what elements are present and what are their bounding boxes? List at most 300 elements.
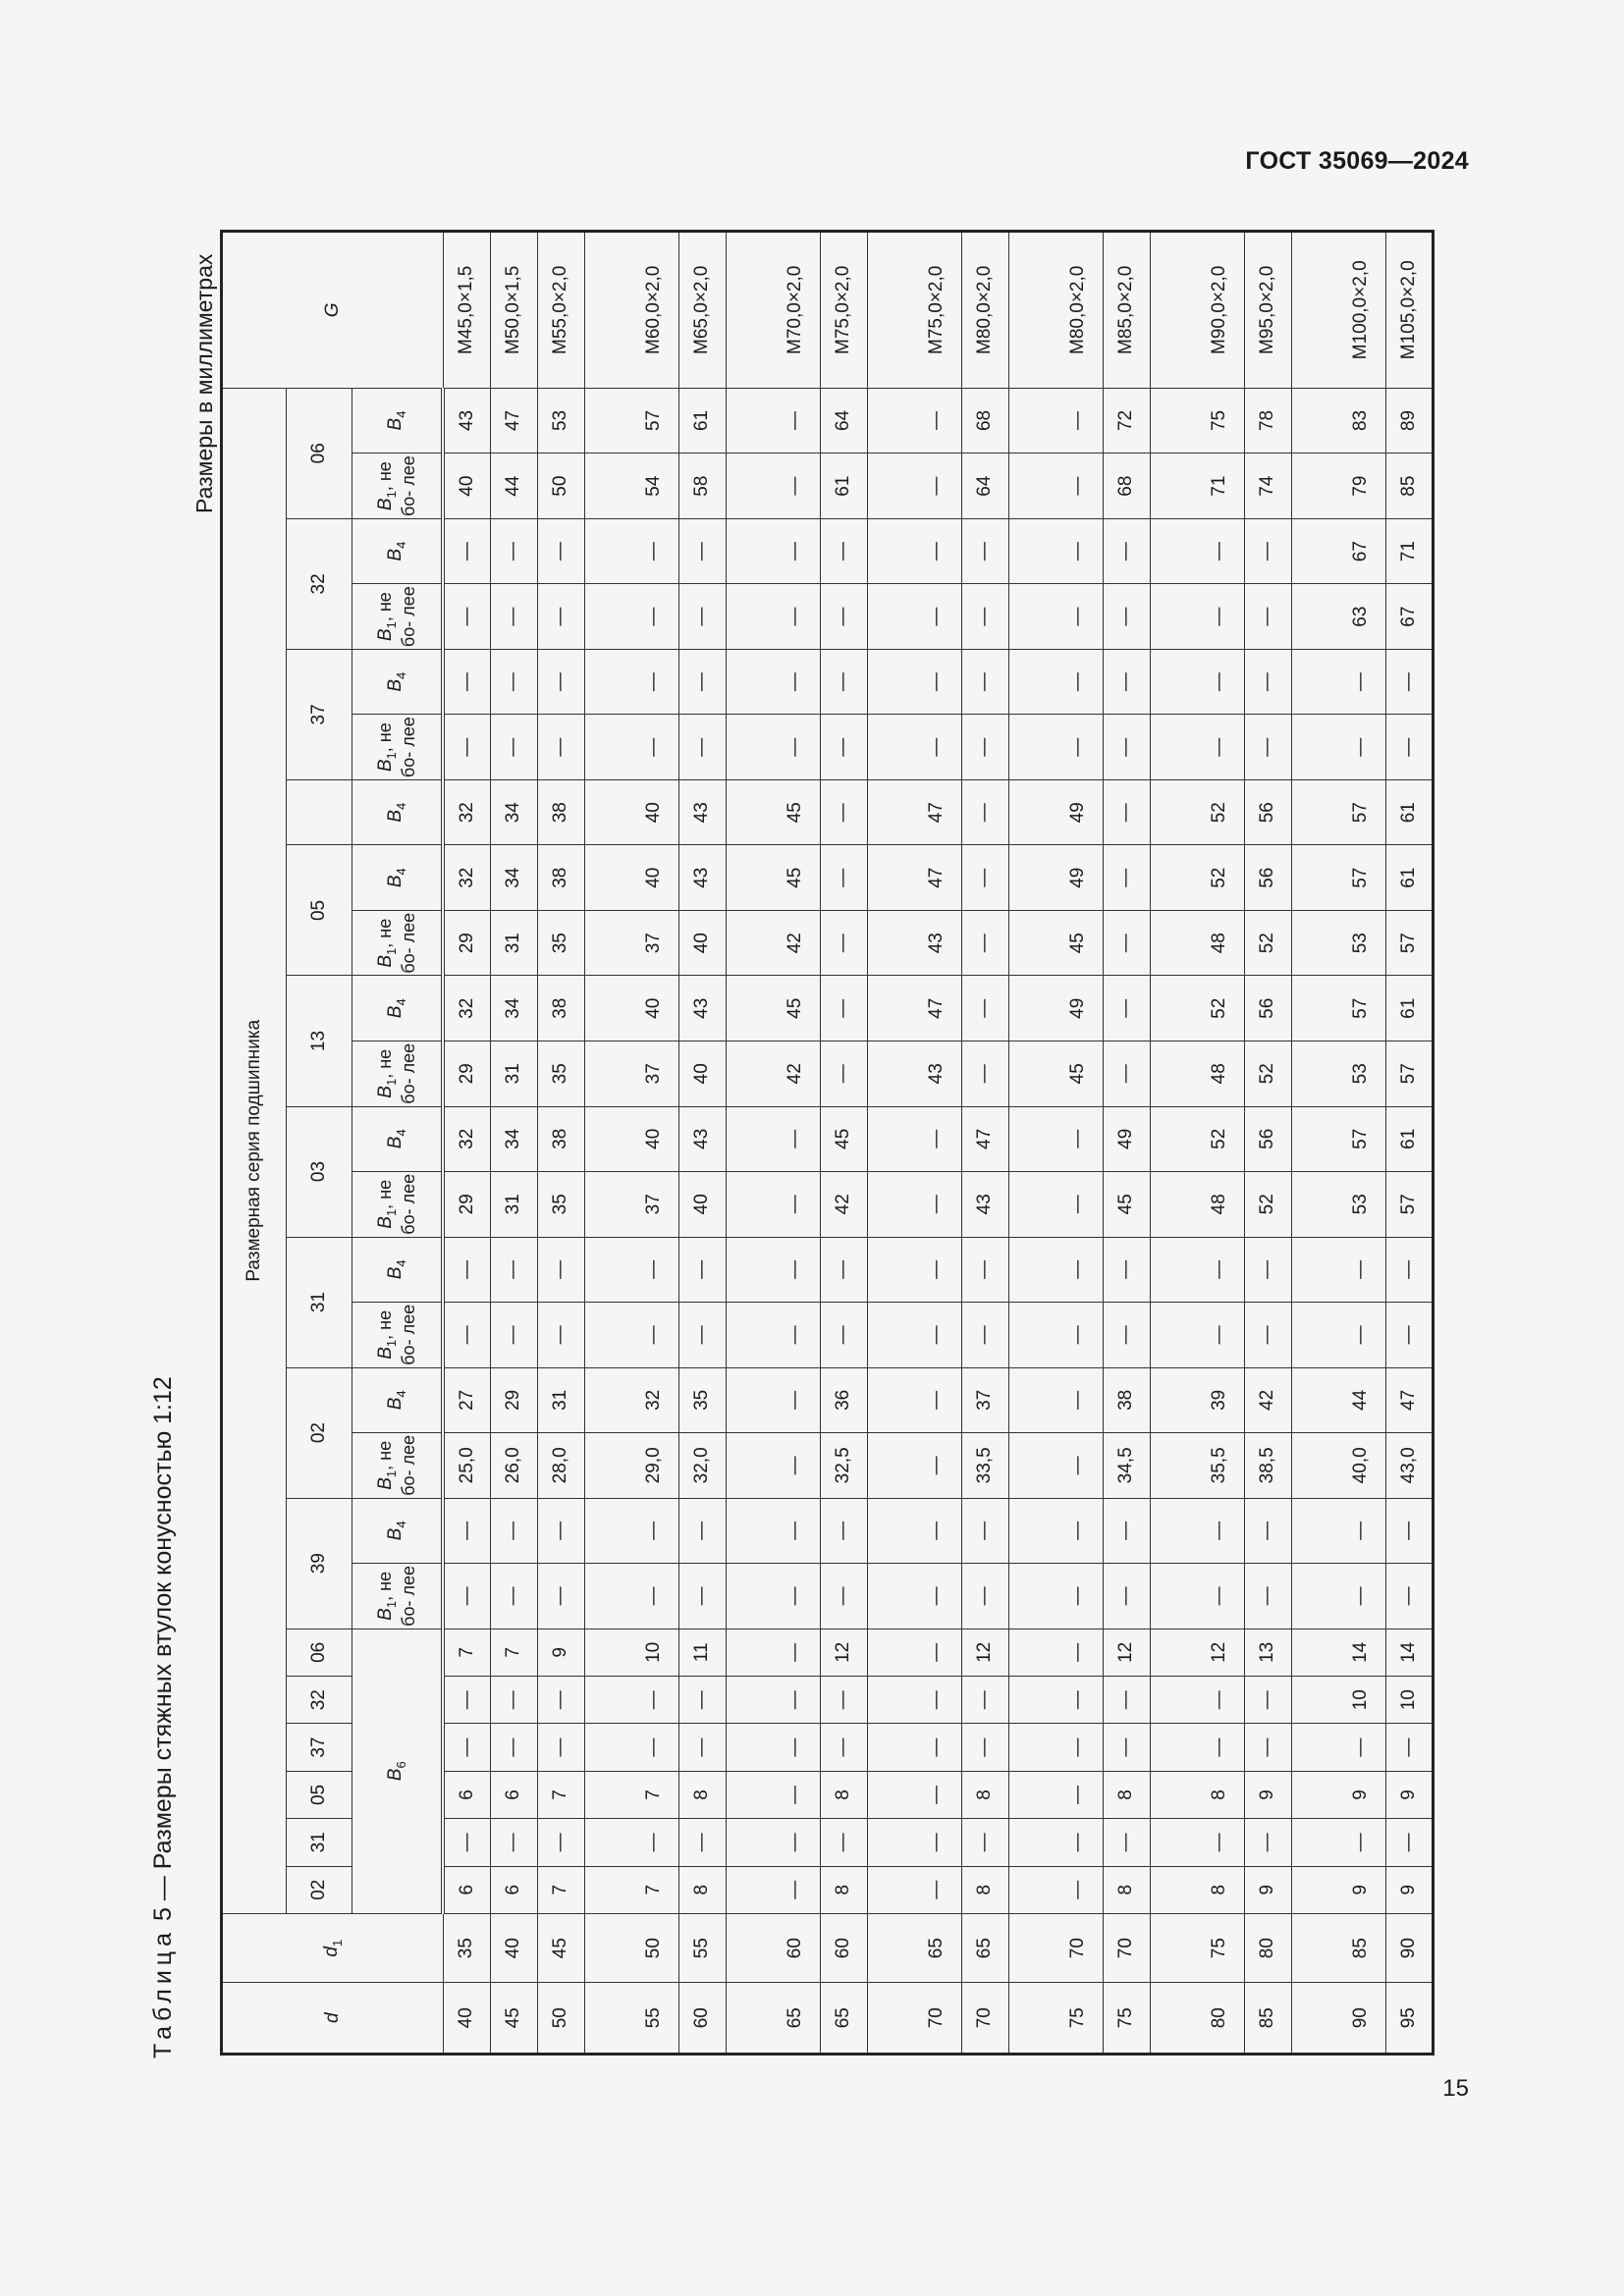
cell-value: —: [820, 1237, 867, 1303]
cell-value: —: [1103, 1564, 1150, 1629]
cell-value: 45: [820, 1106, 867, 1172]
cell-value: —: [1008, 649, 1103, 715]
cell-g: M50,0×1,5: [490, 232, 537, 389]
cell-value: —: [1103, 779, 1150, 845]
cell-value: 47: [961, 1106, 1008, 1172]
cell-value: —: [1103, 715, 1150, 780]
cell-value: 43: [867, 1041, 961, 1107]
cell-b6: —: [1008, 1866, 1103, 1913]
table-row: [1244, 232, 1291, 2055]
cell-value: —: [1008, 388, 1103, 454]
cell-value: —: [820, 518, 867, 584]
cell-value: —: [537, 1564, 584, 1629]
cell-value: 25,0: [443, 1433, 490, 1499]
pair-series-header: 05: [287, 845, 352, 976]
table-container: [220, 230, 1424, 2056]
cell-value: 53: [1291, 1172, 1385, 1238]
cell-b6: 8: [820, 1866, 867, 1913]
cell-value: —: [1291, 1237, 1385, 1303]
cell-value: —: [1008, 518, 1103, 584]
cell-value: —: [1008, 715, 1103, 780]
cell-value: 40: [678, 1041, 726, 1107]
cell-value: —: [443, 1303, 490, 1368]
cell-value: —: [678, 649, 726, 715]
cell-value: —: [1244, 1564, 1291, 1629]
cell-b6: —: [678, 1819, 726, 1866]
cell-value: —: [1244, 584, 1291, 650]
cell-value: —: [1385, 1498, 1433, 1564]
cell-value: 53: [537, 388, 584, 454]
b4-header: $B_4$: [352, 1498, 444, 1564]
cell-value: —: [490, 518, 537, 584]
cell-value: —: [678, 584, 726, 650]
pair-series-header: 31: [287, 1237, 352, 1367]
table-row: [584, 232, 678, 2055]
cell-value: 35: [537, 910, 584, 976]
cell-value: 38,5: [1244, 1433, 1291, 1499]
cell-b6: —: [443, 1724, 490, 1771]
cell-value: 35: [678, 1367, 726, 1433]
b4-header: $B_4$: [352, 845, 444, 911]
cell-b6: 9: [1291, 1771, 1385, 1818]
cell-value: —: [490, 1237, 537, 1303]
cell-value: —: [678, 1498, 726, 1564]
cell-value: —: [678, 1564, 726, 1629]
pair-series-header: 39: [287, 1498, 352, 1629]
cell-b6: —: [443, 1819, 490, 1866]
cell-value: 56: [1244, 1106, 1291, 1172]
cell-value: 61: [678, 388, 726, 454]
cell-value: 40: [678, 1172, 726, 1238]
cell-value: 53: [1291, 910, 1385, 976]
cell-d1: 50: [584, 1913, 678, 1983]
cell-value: 50: [537, 454, 584, 519]
cell-value: 39: [1150, 1367, 1244, 1433]
cell-value: 31: [490, 1172, 537, 1238]
cell-d1: 45: [537, 1913, 584, 1983]
cell-value: —: [1008, 1172, 1103, 1238]
units-note: Размеры в миллиметрах: [191, 253, 217, 513]
cell-value: —: [537, 715, 584, 780]
cell-value: 36: [820, 1367, 867, 1433]
cell-value: —: [1008, 1433, 1103, 1499]
header-d1: $d_1$: [222, 1913, 444, 1983]
cell-b6: —: [1291, 1819, 1385, 1866]
table-row: [820, 232, 867, 2055]
cell-b6: —: [820, 1819, 867, 1866]
cell-value: —: [1385, 1564, 1433, 1629]
cell-value: 57: [1291, 1106, 1385, 1172]
cell-b6: —: [537, 1724, 584, 1771]
cell-value: 52: [1150, 779, 1244, 845]
cell-value: —: [1150, 1564, 1244, 1629]
cell-value: —: [867, 1564, 961, 1629]
cell-value: —: [443, 715, 490, 780]
cell-value: 57: [1385, 910, 1433, 976]
cell-value: —: [1008, 1564, 1103, 1629]
cell-b6: —: [961, 1677, 1008, 1724]
b4-header: $B_4$: [352, 779, 444, 845]
page-number: 15: [1442, 2075, 1469, 2102]
cell-value: 57: [1291, 976, 1385, 1041]
cell-b6: —: [1291, 1724, 1385, 1771]
cell-b6: —: [490, 1677, 537, 1724]
cell-value: 78: [1244, 388, 1291, 454]
cell-value: —: [961, 1564, 1008, 1629]
cell-b6: 12: [961, 1629, 1008, 1676]
cell-value: 38: [537, 779, 584, 845]
table-row: [726, 232, 820, 2055]
cell-b6: —: [961, 1819, 1008, 1866]
cell-b6: 9: [1244, 1866, 1291, 1913]
cell-value: 47: [867, 779, 961, 845]
cell-value: 40: [584, 779, 678, 845]
cell-value: 42: [726, 1041, 820, 1107]
cell-value: 32: [443, 845, 490, 911]
pair-series-header: 02: [287, 1367, 352, 1498]
cell-value: 34: [490, 779, 537, 845]
cell-b6: —: [1385, 1724, 1433, 1771]
cell-value: —: [726, 1106, 820, 1172]
cell-value: —: [1244, 518, 1291, 584]
cell-g: M80,0×2,0: [961, 232, 1008, 389]
cell-b6: 6: [443, 1866, 490, 1913]
cell-d1: 60: [726, 1913, 820, 1983]
bushing-dimensions-table: [220, 230, 1435, 2056]
cell-b6: —: [726, 1866, 820, 1913]
cell-value: 32: [443, 976, 490, 1041]
cell-value: —: [443, 584, 490, 650]
cell-b6: 10: [584, 1629, 678, 1676]
cell-g: M75,0×2,0: [820, 232, 867, 389]
cell-value: 32,0: [678, 1433, 726, 1499]
cell-value: —: [1150, 1303, 1244, 1368]
cell-value: —: [820, 779, 867, 845]
cell-b6: —: [443, 1677, 490, 1724]
b4-header: $B_4$: [352, 518, 444, 584]
cell-value: —: [820, 976, 867, 1041]
cell-value: —: [867, 1237, 961, 1303]
cell-value: —: [584, 1303, 678, 1368]
cell-value: 49: [1008, 845, 1103, 911]
cell-value: 67: [1291, 518, 1385, 584]
cell-value: —: [1008, 1303, 1103, 1368]
cell-b6: 7: [537, 1771, 584, 1818]
cell-value: —: [726, 1367, 820, 1433]
cell-b6: —: [1150, 1819, 1244, 1866]
cell-b6: —: [726, 1629, 820, 1676]
cell-b6: —: [726, 1724, 820, 1771]
cell-value: 45: [1008, 1041, 1103, 1107]
cell-b6: —: [678, 1677, 726, 1724]
header-bearing-series-group: Размерная серия подшипника: [222, 388, 287, 1913]
cell-value: —: [443, 1564, 490, 1629]
cell-value: 48: [1150, 1041, 1244, 1107]
cell-value: —: [1008, 1237, 1103, 1303]
b4-header: $B_4$: [352, 976, 444, 1041]
cell-value: 53: [1291, 1041, 1385, 1107]
cell-value: 40: [678, 910, 726, 976]
cell-value: 48: [1150, 910, 1244, 976]
cell-value: 45: [1008, 910, 1103, 976]
cell-value: 35: [537, 1041, 584, 1107]
cell-d1: 60: [820, 1913, 867, 1983]
b1-header: $B_1$, не бо- лее: [352, 1041, 444, 1107]
cell-value: 38: [537, 976, 584, 1041]
cell-value: —: [1008, 1367, 1103, 1433]
document-standard-header: ГОСТ 35069—2024: [1245, 147, 1469, 175]
cell-value: —: [1103, 1041, 1150, 1107]
cell-value: —: [537, 1498, 584, 1564]
table-row: [490, 232, 537, 2055]
cell-value: 33,5: [961, 1433, 1008, 1499]
cell-d: 40: [443, 1983, 490, 2055]
table-body: [443, 232, 1433, 2055]
cell-value: —: [443, 1237, 490, 1303]
cell-d1: 65: [867, 1913, 961, 1983]
cell-value: 56: [1244, 976, 1291, 1041]
cell-value: 89: [1385, 388, 1433, 454]
cell-b6: —: [1150, 1677, 1244, 1724]
rotated-table-frame: [220, 230, 1424, 2056]
cell-value: —: [1150, 715, 1244, 780]
cell-d: 95: [1385, 1983, 1433, 2055]
cell-value: 57: [1291, 845, 1385, 911]
cell-value: —: [1291, 1498, 1385, 1564]
cell-value: 47: [867, 976, 961, 1041]
cell-value: 52: [1244, 1172, 1291, 1238]
cell-value: —: [867, 1303, 961, 1368]
cell-value: —: [867, 715, 961, 780]
cell-value: 29,0: [584, 1433, 678, 1499]
cell-value: 42: [820, 1172, 867, 1238]
cell-value: —: [820, 1041, 867, 1107]
cell-value: 43: [443, 388, 490, 454]
cell-value: 38: [537, 845, 584, 911]
caption-number: 5: [149, 1907, 177, 1922]
cell-b6: —: [1008, 1819, 1103, 1866]
cell-value: 40: [584, 976, 678, 1041]
cell-value: —: [961, 649, 1008, 715]
cell-value: 57: [1385, 1172, 1433, 1238]
cell-b6: —: [1008, 1724, 1103, 1771]
cell-d: 65: [726, 1983, 820, 2055]
series-header-row: [287, 232, 352, 2055]
cell-value: 85: [1385, 454, 1433, 519]
cell-value: —: [726, 388, 820, 454]
cell-value: —: [537, 518, 584, 584]
cell-value: —: [1244, 1237, 1291, 1303]
cell-g: M95,0×2,0: [1244, 232, 1291, 389]
cell-value: —: [1291, 1564, 1385, 1629]
cell-value: —: [961, 1498, 1008, 1564]
cell-value: —: [1385, 1303, 1433, 1368]
cell-value: 48: [1150, 1172, 1244, 1238]
cell-value: 40: [443, 454, 490, 519]
cell-value: 37: [584, 1041, 678, 1107]
cell-value: —: [443, 1498, 490, 1564]
cell-b6: 7: [537, 1866, 584, 1913]
pair-series-header: [287, 779, 352, 845]
cell-value: 43: [867, 910, 961, 976]
cell-b6: 9: [1291, 1866, 1385, 1913]
cell-b6: —: [1103, 1724, 1150, 1771]
b1-header: $B_1$, не бо- лее: [352, 715, 444, 780]
b4-header: $B_4$: [352, 1367, 444, 1433]
cell-value: 47: [490, 388, 537, 454]
cell-value: 71: [1150, 454, 1244, 519]
cell-b6: 8: [678, 1866, 726, 1913]
cell-value: —: [961, 584, 1008, 650]
cell-value: 58: [678, 454, 726, 519]
cell-value: —: [820, 584, 867, 650]
cell-value: —: [1291, 1303, 1385, 1368]
cell-value: 29: [443, 910, 490, 976]
cell-value: —: [1150, 1237, 1244, 1303]
cell-value: 61: [1385, 845, 1433, 911]
cell-value: —: [1103, 976, 1150, 1041]
cell-b6: 7: [584, 1866, 678, 1913]
cell-value: 32: [443, 1106, 490, 1172]
cell-value: 42: [1244, 1367, 1291, 1433]
cell-value: —: [867, 1367, 961, 1433]
cell-value: 26,0: [490, 1433, 537, 1499]
cell-b6: —: [678, 1724, 726, 1771]
cell-b6: 12: [820, 1629, 867, 1676]
cell-d: 75: [1008, 1983, 1103, 2055]
cell-b6: 7: [490, 1629, 537, 1676]
table-row: [1150, 232, 1244, 2055]
b4-header: $B_4$: [352, 1237, 444, 1303]
cell-b6: 8: [820, 1771, 867, 1818]
cell-value: 61: [1385, 976, 1433, 1041]
cell-b6: —: [867, 1724, 961, 1771]
cell-value: 45: [726, 976, 820, 1041]
cell-value: —: [584, 715, 678, 780]
cell-value: —: [961, 1041, 1008, 1107]
b1-header: $B_1$, не бо- лее: [352, 454, 444, 519]
cell-value: 63: [1291, 584, 1385, 650]
cell-value: 61: [1385, 779, 1433, 845]
cell-value: 37: [584, 910, 678, 976]
cell-value: —: [726, 1172, 820, 1238]
cell-value: 43: [678, 779, 726, 845]
cell-value: —: [961, 779, 1008, 845]
pair-series-header: 37: [287, 649, 352, 779]
b4-header: $B_4$: [352, 388, 444, 454]
cell-value: —: [867, 454, 961, 519]
cell-value: —: [726, 584, 820, 650]
cell-b6: 9: [537, 1629, 584, 1676]
cell-value: 47: [867, 845, 961, 911]
cell-value: 52: [1150, 1106, 1244, 1172]
subheader-row: [352, 232, 444, 2055]
cell-value: —: [537, 584, 584, 650]
cell-value: —: [867, 649, 961, 715]
cell-g: M65,0×2,0: [678, 232, 726, 389]
cell-g: M100,0×2,0: [1291, 232, 1385, 389]
cell-value: 32: [584, 1367, 678, 1433]
cell-d1: 85: [1291, 1913, 1385, 1983]
table-row: [678, 232, 726, 2055]
header-g: G: [222, 232, 444, 389]
cell-value: —: [820, 1498, 867, 1564]
cell-value: 61: [820, 454, 867, 519]
cell-b6: —: [726, 1771, 820, 1818]
cell-b6: —: [1244, 1819, 1291, 1866]
cell-g: M90,0×2,0: [1150, 232, 1244, 389]
cell-b6: 12: [1150, 1629, 1244, 1676]
cell-b6: 9: [1385, 1866, 1433, 1913]
cell-value: —: [584, 1564, 678, 1629]
cell-g: M70,0×2,0: [726, 232, 820, 389]
cell-b6: 9: [1385, 1771, 1433, 1818]
cell-value: —: [961, 1237, 1008, 1303]
cell-b6: —: [1008, 1677, 1103, 1724]
cell-d: 55: [584, 1983, 678, 2055]
cell-b6: 12: [1103, 1629, 1150, 1676]
cell-value: —: [1103, 584, 1150, 650]
cell-value: 44: [1291, 1367, 1385, 1433]
cell-value: —: [820, 910, 867, 976]
cell-value: —: [867, 1106, 961, 1172]
b4-header: $B_4$: [352, 649, 444, 715]
cell-b6: —: [867, 1866, 961, 1913]
cell-value: 56: [1244, 779, 1291, 845]
cell-value: 34: [490, 1106, 537, 1172]
cell-value: 52: [1244, 1041, 1291, 1107]
cell-value: —: [1244, 649, 1291, 715]
cell-value: 64: [961, 454, 1008, 519]
cell-b6: —: [820, 1677, 867, 1724]
cell-value: 54: [584, 454, 678, 519]
cell-b6: 10: [1291, 1677, 1385, 1724]
cell-g: M80,0×2,0: [1008, 232, 1103, 389]
cell-value: 61: [1385, 1106, 1433, 1172]
cell-b6: —: [584, 1724, 678, 1771]
cell-value: 40: [584, 1106, 678, 1172]
cell-value: —: [1385, 649, 1433, 715]
table-row: [1008, 232, 1103, 2055]
cell-g: M60,0×2,0: [584, 232, 678, 389]
cell-value: 43: [678, 1106, 726, 1172]
cell-b6: —: [867, 1819, 961, 1866]
cell-b6: 6: [443, 1771, 490, 1818]
cell-value: —: [1103, 845, 1150, 911]
cell-b6: —: [584, 1819, 678, 1866]
cell-value: —: [961, 1303, 1008, 1368]
cell-value: 49: [1008, 779, 1103, 845]
cell-value: —: [1103, 649, 1150, 715]
cell-value: —: [726, 649, 820, 715]
pair-series-header: 32: [287, 518, 352, 649]
cell-value: 31: [537, 1367, 584, 1433]
cell-value: —: [443, 649, 490, 715]
cell-value: —: [961, 910, 1008, 976]
cell-value: —: [1244, 1303, 1291, 1368]
cell-value: —: [490, 1564, 537, 1629]
cell-value: —: [726, 1433, 820, 1499]
cell-d1: 55: [678, 1913, 726, 1983]
cell-value: —: [490, 1498, 537, 1564]
cell-d: 45: [490, 1983, 537, 2055]
cell-value: 52: [1244, 910, 1291, 976]
cell-value: —: [820, 845, 867, 911]
cell-value: 83: [1291, 388, 1385, 454]
cell-g: M55,0×2,0: [537, 232, 584, 389]
cell-value: —: [443, 518, 490, 584]
cell-value: 31: [490, 1041, 537, 1107]
